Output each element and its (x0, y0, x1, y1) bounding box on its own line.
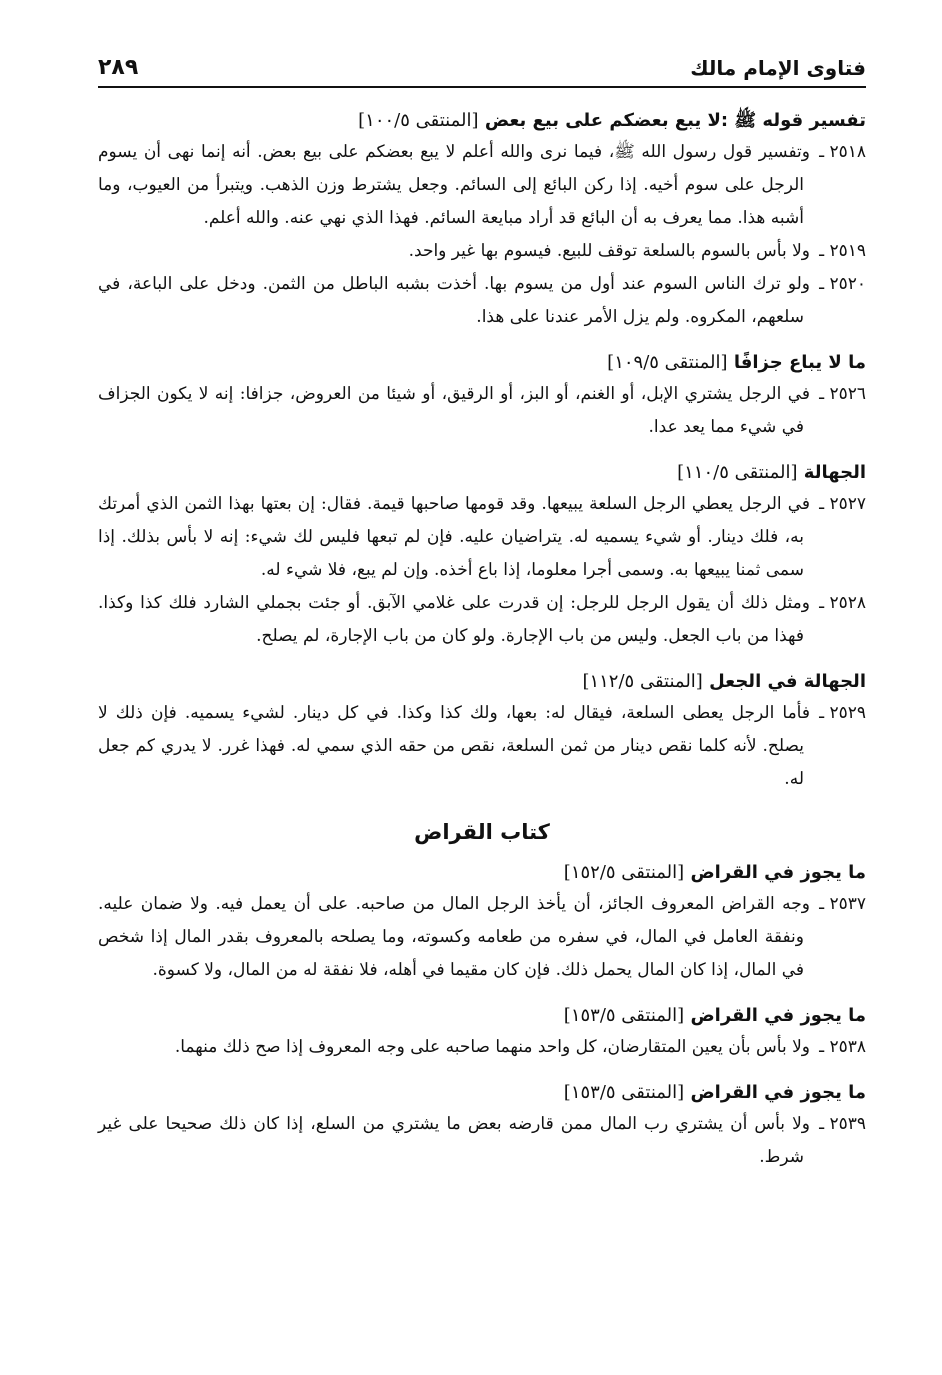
entry-2527 (98, 488, 866, 587)
heading-text: الجهالة في الجعل (709, 671, 866, 692)
entry-2538 (98, 1031, 866, 1064)
entry-text: ولا بأس بالسوم بالسلعة توقف للبيع. فيسوم بها غير واحد. (408, 241, 810, 261)
entry-2539 (98, 1108, 866, 1174)
entry-text: وتفسير قول رسول الله ﷺ، فيما نرى والله أعلم لا يبع بعضكم على بيع بعض. أنه إنما نهى أن يسوم الرجل على سوم أخيه. إذا ركن البائع إلى السائم. وجعل يشترط وزن الذهب. ويتبرأ من العيوب، وما أشبه هذا. مما يعرف به أن البائع قد أراد مبايعة السائم. فهذا الذي نهي عنه. والله أعلم. (98, 142, 810, 228)
entry-text: في الرجل يعطي الرجل السلعة يبيعها. وقد قومها صاحبها قيمة. فقال: إن بعتها بهذا الثمن الذي أمرتك به، فلك دينار. أو شيء يسميه له. يتراضيان عليه. فإن لم تبعها فليس لك شيء: إنه لا بأس بذلك. إذا سمى ثمنا يبيعها به. وسمى أجرا معلوما، إذا باع أخذه. وإن لم يبع، فلا شيء له. (98, 494, 810, 580)
entry-number: ٢٥٣٨ ـ (819, 1037, 866, 1057)
entry-2520 (98, 268, 866, 334)
heading-text: ما لا يباع جزافًا (733, 352, 866, 373)
entry-number: ٢٥٣٧ ـ (819, 894, 866, 914)
entry-text: وجه القراض المعروف الجائز، أن يأخذ الرجل المال من صاحبه. على أن يعمل فيه. ولا ضمان عليه. ونفقة العامل في المال، في سفره من طعامه وكسوته، وما يصلحه بالمعروف بقدر المال إذا شخص في المال، إذا كان المال يحمل ذلك. فإن كان مقيما في أهله، فلا نفقة له من المال، ولا كسوة. (98, 894, 810, 980)
heading-reference: [المنتقى ١٥٣/٥] (563, 1005, 685, 1026)
entry-2526 (98, 378, 866, 444)
entry-number: ٢٥٢٠ ـ (819, 274, 866, 294)
entry-number: ٢٥٢٨ ـ (819, 593, 866, 613)
entry-2528 (98, 587, 866, 653)
section-heading (98, 348, 866, 378)
section-heading (98, 458, 866, 488)
entry-2519 (98, 235, 866, 268)
heading-text: تفسير قوله ﷺ :لا يبع بعضكم على بيع بعض (484, 110, 866, 131)
entry-number: ٢٥١٩ ـ (819, 241, 866, 261)
section-heading (98, 1078, 866, 1108)
entry-text: في الرجل يشتري الإبل، أو الغنم، أو البز، أو الرقيق، أو شيئا من العروض، جزافا: إنه لا يكون الجزاف في شيء مما يعد عدا. (98, 384, 810, 437)
entry-number: ٢٥٢٧ ـ (819, 494, 866, 514)
page-number: ٢٨٩ (98, 55, 139, 80)
entry-text: ولا بأس بأن يعين المتقارضان، كل واحد منهما صاحبه على وجه المعروف إذا صح ذلك منهما. (174, 1037, 810, 1057)
entry-number: ٢٥١٨ ـ (819, 142, 866, 162)
section-qirad-3 (98, 1078, 866, 1174)
heading-reference: [المنتقى ١٥٢/٥] (563, 862, 685, 883)
entry-text: فأما الرجل يعطى السلعة، فيقال له: بعها، ولك كذا وكذا. في كل دينار. لشيء يسميه. فإن ذلك لا يصلح. لأنه كلما نقص دينار من ثمن السلعة، نقص من حقه الذي سمي له. فهذا غرر. لا يدري كم جعل له. (98, 703, 810, 789)
book-page (98, 36, 866, 1174)
section-tafsir (98, 106, 866, 334)
entry-2518 (98, 136, 866, 235)
entry-2537 (98, 888, 866, 987)
entry-number: ٢٥٣٩ ـ (819, 1114, 866, 1134)
heading-text: ما يجوز في القراض (690, 1082, 866, 1103)
heading-reference: [المنتقى ١٥٣/٥] (563, 1082, 685, 1103)
running-header (98, 36, 866, 88)
heading-reference: [المنتقى ١١٢/٥] (582, 671, 703, 692)
heading-text: ما يجوز في القراض (690, 862, 866, 883)
running-title: فتاوى الإمام مالك (690, 56, 866, 80)
entry-number: ٢٥٢٩ ـ (819, 703, 866, 723)
section-jizaf (98, 348, 866, 444)
heading-text: الجهالة (803, 462, 866, 483)
section-qirad-2 (98, 1001, 866, 1064)
heading-reference: [المنتقى ١٠٠/٥] (358, 110, 479, 131)
heading-reference: [المنتقى ١١٠/٥] (677, 462, 798, 483)
section-heading (98, 667, 866, 697)
section-qirad-1 (98, 858, 866, 987)
entry-text: ومثل ذلك أن يقول الرجل للرجل: إن قدرت على غلامي الآبق. أو جئت بجملي الشارد فلك كذا وكذا. فهذا من باب الجعل. وليس من باب الإجارة. ولو كان من باب الإجارة، لم يصلح. (98, 593, 810, 646)
heading-reference: [المنتقى ١٠٩/٥] (607, 352, 728, 373)
heading-text: ما يجوز في القراض (690, 1005, 866, 1026)
entry-number: ٢٥٢٦ ـ (819, 384, 866, 404)
entry-text: ولا بأس أن يشتري رب المال ممن قارضه بعض ما يشتري من السلع، إذا كان ذلك صحيحا على غير شرط. (98, 1114, 810, 1167)
section-heading (98, 1001, 866, 1031)
book-title: كتاب القراض (414, 820, 550, 844)
entry-text: ولو ترك الناس السوم عند أول من يسوم بها. أخذت بشبه الباطل من الثمن. ودخل على الباعة، في سلعهم، المكروه. ولم يزل الأمر عندنا على هذا. (98, 274, 810, 327)
page-content (98, 106, 866, 1174)
section-heading (98, 106, 866, 136)
section-jahala-jaal (98, 667, 866, 796)
entry-2529 (98, 697, 866, 796)
section-jahala (98, 458, 866, 653)
section-heading (98, 858, 866, 888)
